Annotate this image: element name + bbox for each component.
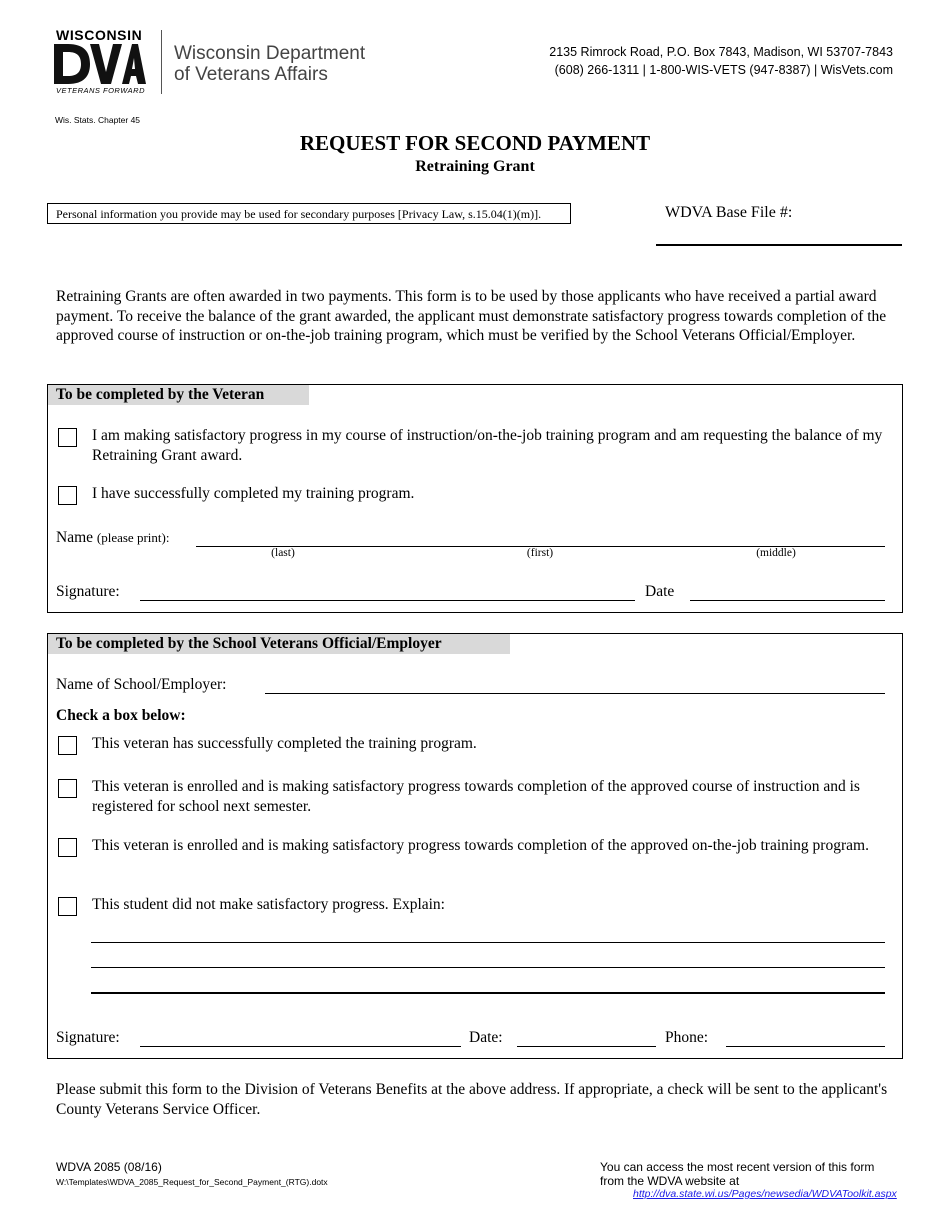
department-line-2: of Veterans Affairs bbox=[174, 64, 328, 85]
first-name-caption: (first) bbox=[526, 547, 554, 559]
department-line-1: Wisconsin Department bbox=[174, 43, 366, 64]
dva-logo bbox=[54, 42, 146, 91]
access-note-line-1: You can access the most recent version of this form bbox=[600, 1160, 875, 1174]
middle-name-caption: (middle) bbox=[756, 547, 796, 559]
logo-wisconsin-text: WISCONSIN bbox=[56, 27, 143, 43]
veteran-signature-label: Signature: bbox=[56, 583, 120, 600]
veteran-date-label: Date bbox=[645, 583, 675, 600]
explain-line-3[interactable] bbox=[91, 992, 885, 994]
school-ojt-progress-checkbox[interactable] bbox=[58, 838, 77, 857]
explain-line-2[interactable] bbox=[91, 967, 885, 968]
school-date-label: Date: bbox=[469, 1029, 503, 1046]
veteran-completed-text: I have successfully completed my training program. bbox=[92, 485, 415, 502]
school-section-heading: To be completed by the School Veterans Official/Employer bbox=[48, 634, 510, 654]
dva-logo-mark bbox=[54, 42, 146, 86]
school-phone-label: Phone: bbox=[665, 1029, 709, 1046]
form-code: WDVA 2085 (08/16) bbox=[56, 1160, 162, 1174]
school-course-progress-text: This veteran is enrolled and is making satisfactory progress towards completion of the approved course of instruction and is registered for school next semester. bbox=[92, 778, 860, 815]
check-box-label: Check a box below: bbox=[56, 707, 186, 724]
name-label-text: Name bbox=[56, 529, 94, 546]
veteran-progress-text: I am making satisfactory progress in my course of instruction/on-the-job training program and am requesting the balance of my Retraining Grant award. bbox=[92, 427, 883, 464]
department-name bbox=[174, 43, 365, 85]
intro-paragraph: Retraining Grants are often awarded in two payments. This form is to be used by those applicants who have received a partial award payment. To receive the balance of the grant awarded, the applicant must demonstrate satisfactory progress towards completion of the approved course of instruction or on-the-job training program, which must be verified by the School Veterans Official/Employer. bbox=[56, 288, 887, 344]
toolkit-link[interactable]: http://dva.state.wi.us/Pages/newsedia/WDVAToolkit.aspx bbox=[633, 1188, 897, 1200]
address-line-1: 2135 Rimrock Road, P.O. Box 7843, Madison, WI 53707-7843 bbox=[549, 45, 893, 59]
name-label bbox=[56, 528, 169, 548]
school-completed-checkbox[interactable] bbox=[58, 736, 77, 755]
form-subtitle: Retraining Grant bbox=[415, 158, 535, 175]
veteran-date-line[interactable] bbox=[690, 600, 885, 601]
school-phone-line[interactable] bbox=[726, 1046, 885, 1047]
explain-line-1[interactable] bbox=[91, 942, 885, 943]
veteran-completed-checkbox[interactable] bbox=[58, 486, 77, 505]
logo-tagline: VETERANS FORWARD bbox=[56, 86, 145, 95]
school-section bbox=[47, 633, 903, 1059]
address-line-2: (608) 266-1311 | 1-800-WIS-VETS (947-8387) | WisVets.com bbox=[554, 62, 893, 77]
access-note bbox=[600, 1160, 874, 1188]
last-name-caption: (last) bbox=[271, 547, 295, 559]
template-path: W:\Templates\WDVA_2085_Request_for_Second_Payment_(RTG).dotx bbox=[56, 1177, 328, 1187]
logo-divider bbox=[161, 30, 162, 94]
submit-instructions: Please submit this form to the Division of Veterans Benefits at the above address. If appropriate, a check will be sent to the applicant's County Veterans Service Officer. bbox=[56, 1081, 888, 1118]
agency-address bbox=[549, 44, 893, 79]
school-name-line[interactable] bbox=[265, 693, 885, 694]
school-completed-text: This veteran has successfully completed the training program. bbox=[92, 735, 477, 752]
base-file-label: WDVA Base File #: bbox=[665, 204, 793, 221]
school-ojt-progress-text: This veteran is enrolled and is making satisfactory progress towards completion of the approved on-the-job training program. bbox=[92, 837, 869, 854]
veteran-signature-line[interactable] bbox=[140, 600, 635, 601]
school-no-progress-checkbox[interactable] bbox=[58, 897, 77, 916]
privacy-notice: Personal information you provide may be used for secondary purposes [Privacy Law, s.15.04(1)(m)]. bbox=[47, 203, 571, 224]
school-no-progress-text: This student did not make satisfactory progress. Explain: bbox=[92, 896, 445, 913]
school-signature-label: Signature: bbox=[56, 1029, 120, 1046]
veteran-progress-checkbox[interactable] bbox=[58, 428, 77, 447]
name-label-hint: (please print): bbox=[96, 530, 170, 545]
veteran-section bbox=[47, 384, 903, 613]
form-title: REQUEST FOR SECOND PAYMENT bbox=[299, 131, 651, 155]
school-date-line[interactable] bbox=[517, 1046, 656, 1047]
statute-reference: Wis. Stats. Chapter 45 bbox=[55, 115, 141, 125]
access-note-line-2: from the WDVA website at bbox=[600, 1174, 740, 1188]
school-name-label: Name of School/Employer: bbox=[56, 676, 227, 693]
school-course-progress-checkbox[interactable] bbox=[58, 779, 77, 798]
school-signature-line[interactable] bbox=[140, 1046, 461, 1047]
base-file-input-line[interactable] bbox=[656, 244, 902, 246]
veteran-section-heading: To be completed by the Veteran bbox=[48, 385, 309, 405]
